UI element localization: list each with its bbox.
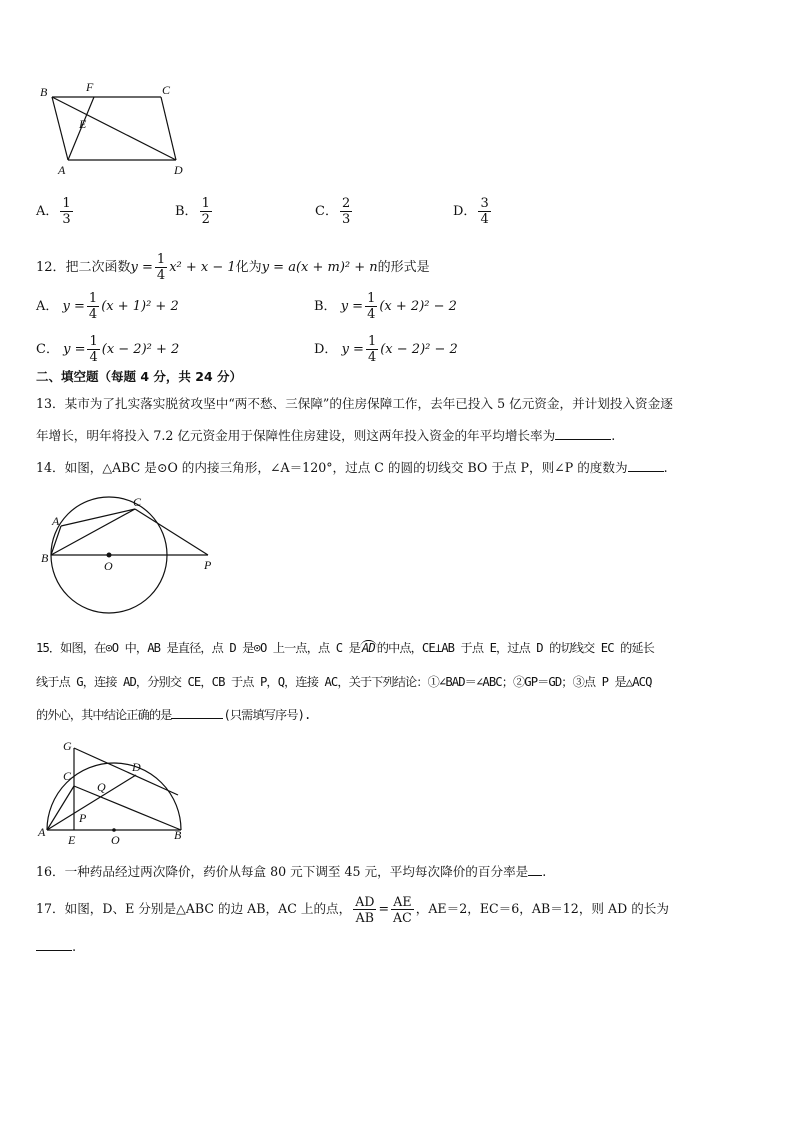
label-D: D: [174, 163, 183, 177]
numerator: AD: [355, 894, 375, 909]
q17-post: ，AE＝2，EC＝6，AB＝12，则 AD 的长为: [415, 901, 669, 916]
q12-form: y = a(x + m)² + n: [261, 260, 378, 275]
q14-end: .: [663, 460, 668, 475]
label-B: B: [41, 551, 49, 565]
q15-text-a: 15．如图，在⊙O 中，AB 是直径，点 D 是⊙O 上一点，点 C 是: [36, 641, 360, 655]
q15-line3: [36, 704, 311, 725]
q16-text: 16．一种药品经过两次降价，药价从每盒 80 元下调至 45 元，平均每次降价的百分率是: [36, 864, 529, 879]
option-label: C．: [36, 342, 59, 357]
q15-text-c: 的外心，其中结论正确的是: [36, 708, 172, 722]
q12-stem: [36, 252, 430, 283]
denominator: 2: [201, 212, 210, 227]
denominator: 4: [480, 212, 489, 227]
center-point: [112, 828, 116, 832]
option-label: A．: [36, 204, 59, 219]
fraction: [340, 196, 352, 227]
q13-text: 年增长，明年将投入 7.2 亿元资金用于保障性住房建设，则这两年投入资金的年平均增长率为: [36, 428, 556, 443]
q15-answer-blank[interactable]: [171, 704, 223, 719]
label-P: P: [79, 811, 87, 825]
q12-mid: 化为: [235, 260, 262, 275]
label-E: E: [68, 833, 76, 847]
option-label: B．: [175, 204, 198, 219]
denominator: AB: [355, 910, 375, 925]
fraction: [87, 291, 99, 322]
q17-answer-blank[interactable]: [36, 936, 72, 951]
q12-post: 的形式是: [377, 260, 430, 275]
q13-line1: 13．某市为了扎实落实脱贫攻坚中“两不愁、三保障”的住房保障工作，去年已投入 5 亿元资金，并计划投入资金逐: [36, 396, 673, 411]
label-A: A: [58, 163, 66, 177]
fraction: [200, 196, 212, 227]
label-O: O: [111, 833, 120, 847]
label-O: O: [104, 559, 113, 573]
numerator: 3: [480, 196, 489, 211]
fraction: [365, 291, 377, 322]
q11-option-d: [453, 196, 493, 227]
q12-option-d: [314, 334, 458, 365]
option-rest: (x − 2)² + 2: [101, 342, 180, 357]
option-lhs: y =: [340, 299, 364, 314]
numerator: 1: [201, 196, 210, 211]
center-point: [107, 553, 112, 558]
arc-ad: AD: [361, 641, 375, 655]
option-lhs: y =: [341, 342, 364, 357]
q13-end: .: [611, 428, 616, 443]
q12-fn-rest: x² + x − 1: [169, 260, 236, 275]
q12-option-c: [36, 334, 179, 365]
option-rest: (x + 2)² − 2: [379, 299, 457, 314]
figure-parallelogram: [36, 78, 196, 178]
equals-sign: =: [378, 901, 389, 916]
q16-answer-blank[interactable]: [528, 861, 542, 876]
numerator: AE: [391, 894, 414, 910]
label-B: B: [40, 85, 48, 99]
q15-line1: [36, 638, 654, 658]
numerator: 1: [367, 334, 377, 349]
option-label: D．: [314, 342, 338, 357]
denominator: AC: [393, 910, 412, 925]
label-Q: Q: [97, 780, 106, 794]
denominator: 4: [156, 268, 166, 283]
fraction-ae-ac: [391, 894, 414, 925]
section-heading: 二、填空题（每题 4 分，共 24 分）: [36, 369, 243, 384]
q15-line2: 线于点 G，连接 AD，分别交 CE，CB 于点 P，Q，连接 AC，关于下列结论：①∠BAD＝∠ABC；②GP＝GD；③点 P 是△ACQ: [36, 675, 652, 689]
option-label: D．: [453, 204, 477, 219]
q15-text-d: (只需填写序号).: [223, 708, 311, 722]
label-E: E: [79, 117, 87, 131]
option-lhs: y =: [63, 342, 86, 357]
fraction: [155, 252, 167, 283]
option-lhs: y =: [62, 299, 85, 314]
denominator: 4: [367, 307, 376, 322]
q17-line2: [36, 936, 76, 958]
q12-fn-lhs: y =: [130, 260, 153, 275]
q16-end: .: [542, 864, 547, 879]
q17-prefix: 17．如图，D、E 分别是△ABC 的边 AB，AC 上的点，: [36, 901, 352, 916]
label-A: A: [52, 514, 60, 528]
denominator: 4: [88, 307, 98, 322]
q13-line2: [36, 425, 615, 446]
option-rest: (x − 2)² − 2: [380, 342, 458, 357]
q13-answer-blank[interactable]: [555, 425, 611, 440]
q12-option-a: [36, 291, 179, 322]
denominator: 4: [89, 350, 98, 365]
q15-text-b: 的中点，CE⊥AB 于点 E，过点 D 的切线交 EC 的延长: [376, 641, 654, 655]
label-D: D: [132, 760, 141, 774]
q16-stem: [36, 861, 546, 882]
label-G: G: [63, 739, 72, 753]
q11-option-b: [175, 196, 214, 227]
label-A: A: [38, 825, 46, 839]
label-C: C: [162, 83, 171, 97]
label-C: C: [63, 769, 72, 783]
q14-stem: [36, 457, 668, 478]
q12-prefix: 12．把二次函数: [36, 260, 131, 275]
q12-option-b: [314, 291, 457, 322]
figure-circle-tangent: [36, 492, 226, 620]
fraction-ad-ab: [353, 894, 376, 925]
numerator: 1: [367, 291, 376, 306]
q14-answer-blank[interactable]: [628, 457, 664, 472]
q17-end: .: [72, 940, 77, 955]
denominator: 3: [341, 212, 351, 227]
q14-text: 14．如图，△ABC 是⊙O 的内接三角形，∠A＝120°，过点 C 的圆的切线交 BO 于点 P，则∠P 的度数为: [36, 460, 628, 475]
numerator: 2: [341, 196, 351, 211]
fraction: [478, 196, 490, 227]
denominator: 3: [62, 212, 71, 227]
option-label: B．: [314, 299, 337, 314]
option-label: C．: [315, 204, 338, 219]
figure-semicircle: [36, 738, 186, 850]
fraction: [366, 334, 378, 365]
numerator: 1: [156, 252, 166, 267]
option-rest: (x + 1)² + 2: [101, 299, 179, 314]
q11-option-c: [315, 196, 354, 227]
label-F: F: [86, 80, 94, 94]
option-label: A．: [36, 299, 59, 314]
numerator: 1: [89, 334, 98, 349]
label-C: C: [133, 495, 142, 509]
fraction: [60, 196, 72, 227]
numerator: 1: [62, 196, 71, 211]
label-B: B: [174, 828, 182, 842]
numerator: 1: [88, 291, 98, 306]
denominator: 4: [367, 350, 377, 365]
fraction: [87, 334, 99, 365]
label-P: P: [204, 558, 212, 572]
q17-stem: [36, 894, 669, 925]
q11-option-a: [36, 196, 75, 227]
